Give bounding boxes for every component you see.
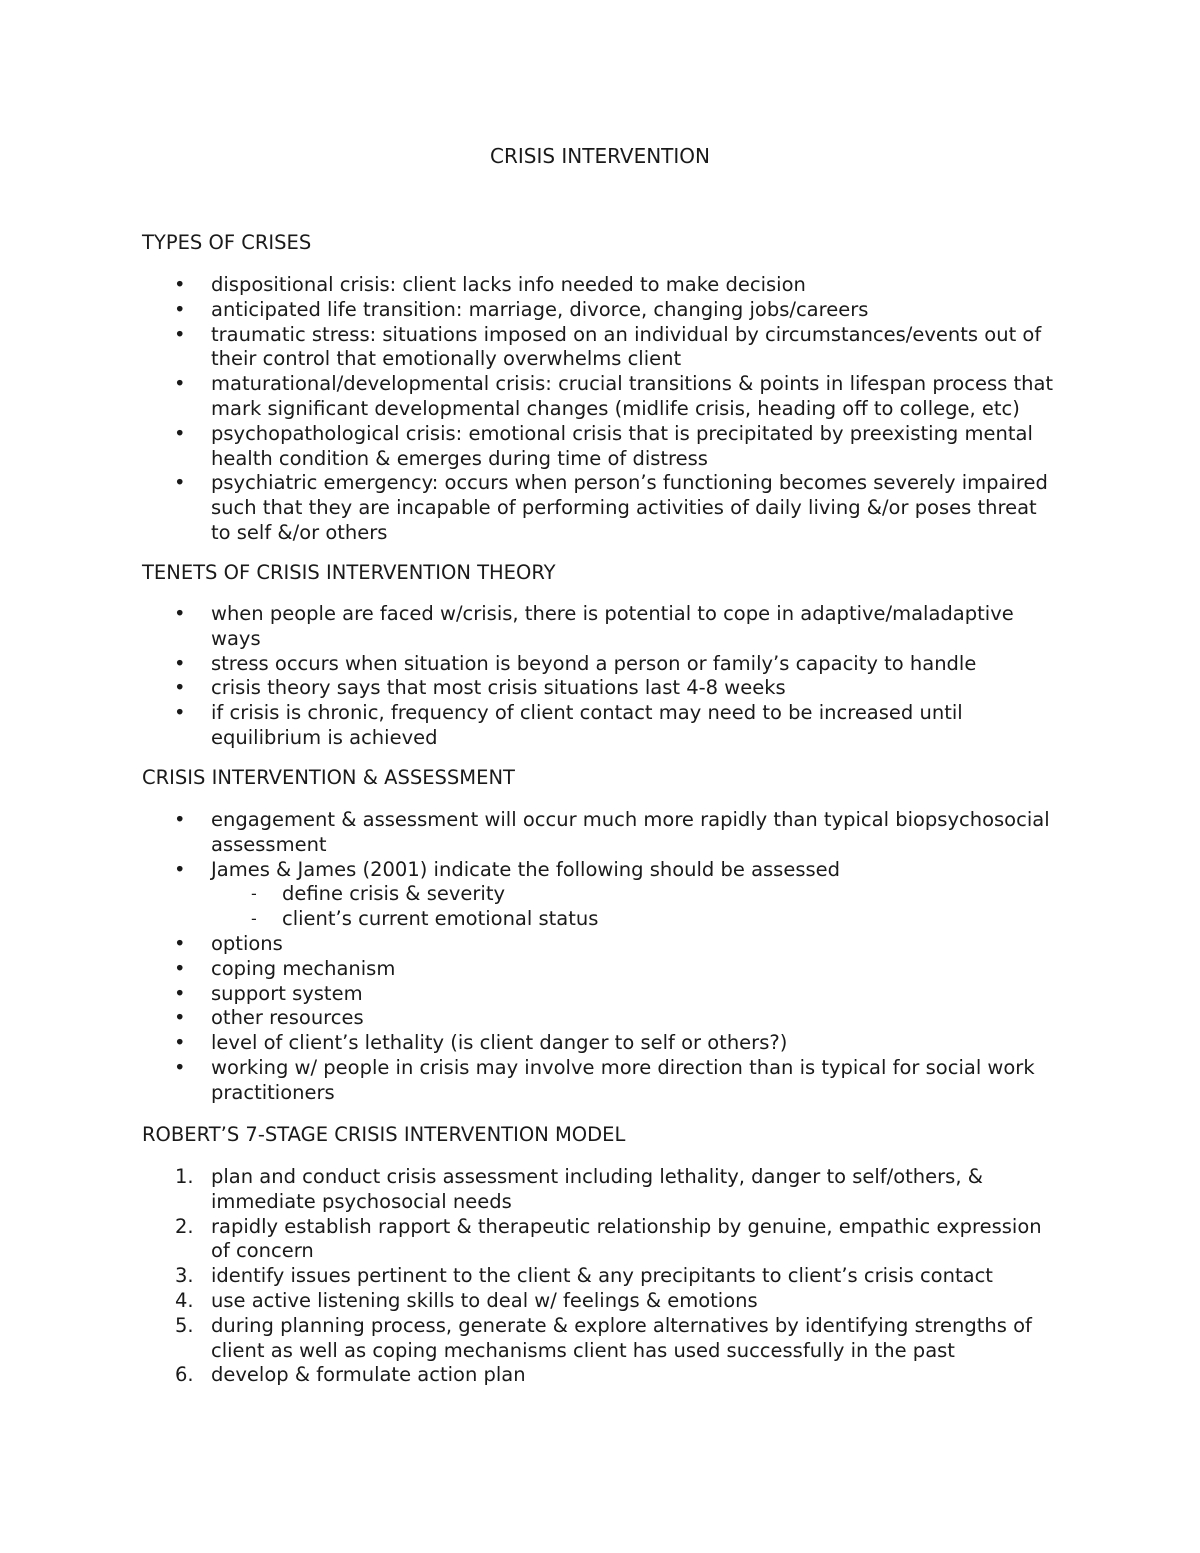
list-item: • options [142,932,1062,957]
list-item: • coping mechanism [142,957,1062,982]
item-text: rapidly establish rapport & therapeutic relationship by genuine, empathic expression of concern [211,1214,1042,1263]
list-item: • stress occurs when situation is beyond a person or family’s capacity to handle [142,652,1062,677]
section-heading-tenets: TENETS OF CRISIS INTERVENTION THEORY [142,561,556,584]
item-text: use active listening skills to deal w/ feelings & emotions [211,1288,758,1312]
list-item: • when people are faced w/crisis, there is potential to cope in adaptive/maladaptive ways [142,602,1062,652]
list-item: • working w/ people in crisis may involve more direction than is typical for social work practitioners [142,1056,1062,1106]
section-heading-types-of-crises: TYPES OF CRISES [142,231,312,254]
types-of-crises-list [142,273,1062,546]
item-text: during planning process, generate & explore alternatives by identifying strengths of client as well as coping mechanisms client has used successfully in the past [211,1313,1032,1362]
list-item-text: James & James (2001) indicate the following should be assessed [211,857,841,881]
list-item: • psychopathological crisis: emotional crisis that is precipitated by preexisting mental health condition & emerges during time of distress [142,422,1062,472]
numbered-item [142,1264,1062,1289]
item-text: plan and conduct crisis assessment including lethality, danger to self/others, & immediate psychosocial needs [211,1165,983,1213]
item-number: 6. [175,1363,194,1387]
item-number: 5. [175,1313,194,1337]
list-item: • psychiatric emergency: occurs when person’s functioning becomes severely impaired such that they are incapable of performing activities of daily living &/or poses threat to self &/or others [142,471,1062,545]
assessment-sublist [211,882,1062,932]
item-number: 4. [175,1288,194,1312]
numbered-item [142,1289,1062,1314]
numbered-item [142,1165,1062,1215]
numbered-item [142,1363,1062,1388]
roberts-model-list [142,1165,1062,1388]
list-item: • if crisis is chronic, frequency of client contact may need to be increased until equilibrium is achieved [142,701,1062,751]
list-item: • level of client’s lethality (is client danger to self or others?) [142,1031,1062,1056]
sub-list-item: - define crisis & severity [211,882,1062,907]
list-item: • other resources [142,1006,1062,1031]
item-number: 2. [175,1214,194,1238]
item-number: 3. [175,1264,194,1288]
list-item: • engagement & assessment will occur much more rapidly than typical biopsychosocial assessment [142,808,1062,858]
assessment-list [142,808,1062,1106]
list-item: • dispositional crisis: client lacks info needed to make decision [142,273,1062,298]
list-item: • maturational/developmental crisis: crucial transitions & points in lifespan process that mark significant developmental changes (midlife crisis, heading off to college, etc) [142,372,1062,422]
list-item: • anticipated life transition: marriage, divorce, changing jobs/careers [142,298,1062,323]
sub-list-item: - client’s current emotional status [211,907,1062,932]
list-item: • crisis theory says that most crisis situations last 4-8 weeks [142,676,1062,701]
numbered-item [142,1314,1062,1364]
list-item [142,858,1062,932]
numbered-item [142,1215,1062,1265]
section-heading-assessment: CRISIS INTERVENTION & ASSESSMENT [142,766,515,789]
item-text: identify issues pertinent to the client & any precipitants to client’s crisis contact [211,1264,993,1288]
item-text: develop & formulate action plan [211,1363,526,1387]
tenets-list [142,602,1062,751]
list-item: • traumatic stress: situations imposed on an individual by circumstances/events out of their control that emotionally overwhelms client [142,323,1062,373]
section-heading-roberts-model: ROBERT’S 7-STAGE CRISIS INTERVENTION MODEL [142,1123,626,1146]
page-title: CRISIS INTERVENTION [489,144,711,168]
item-number: 1. [175,1165,194,1188]
list-item: • support system [142,982,1062,1007]
